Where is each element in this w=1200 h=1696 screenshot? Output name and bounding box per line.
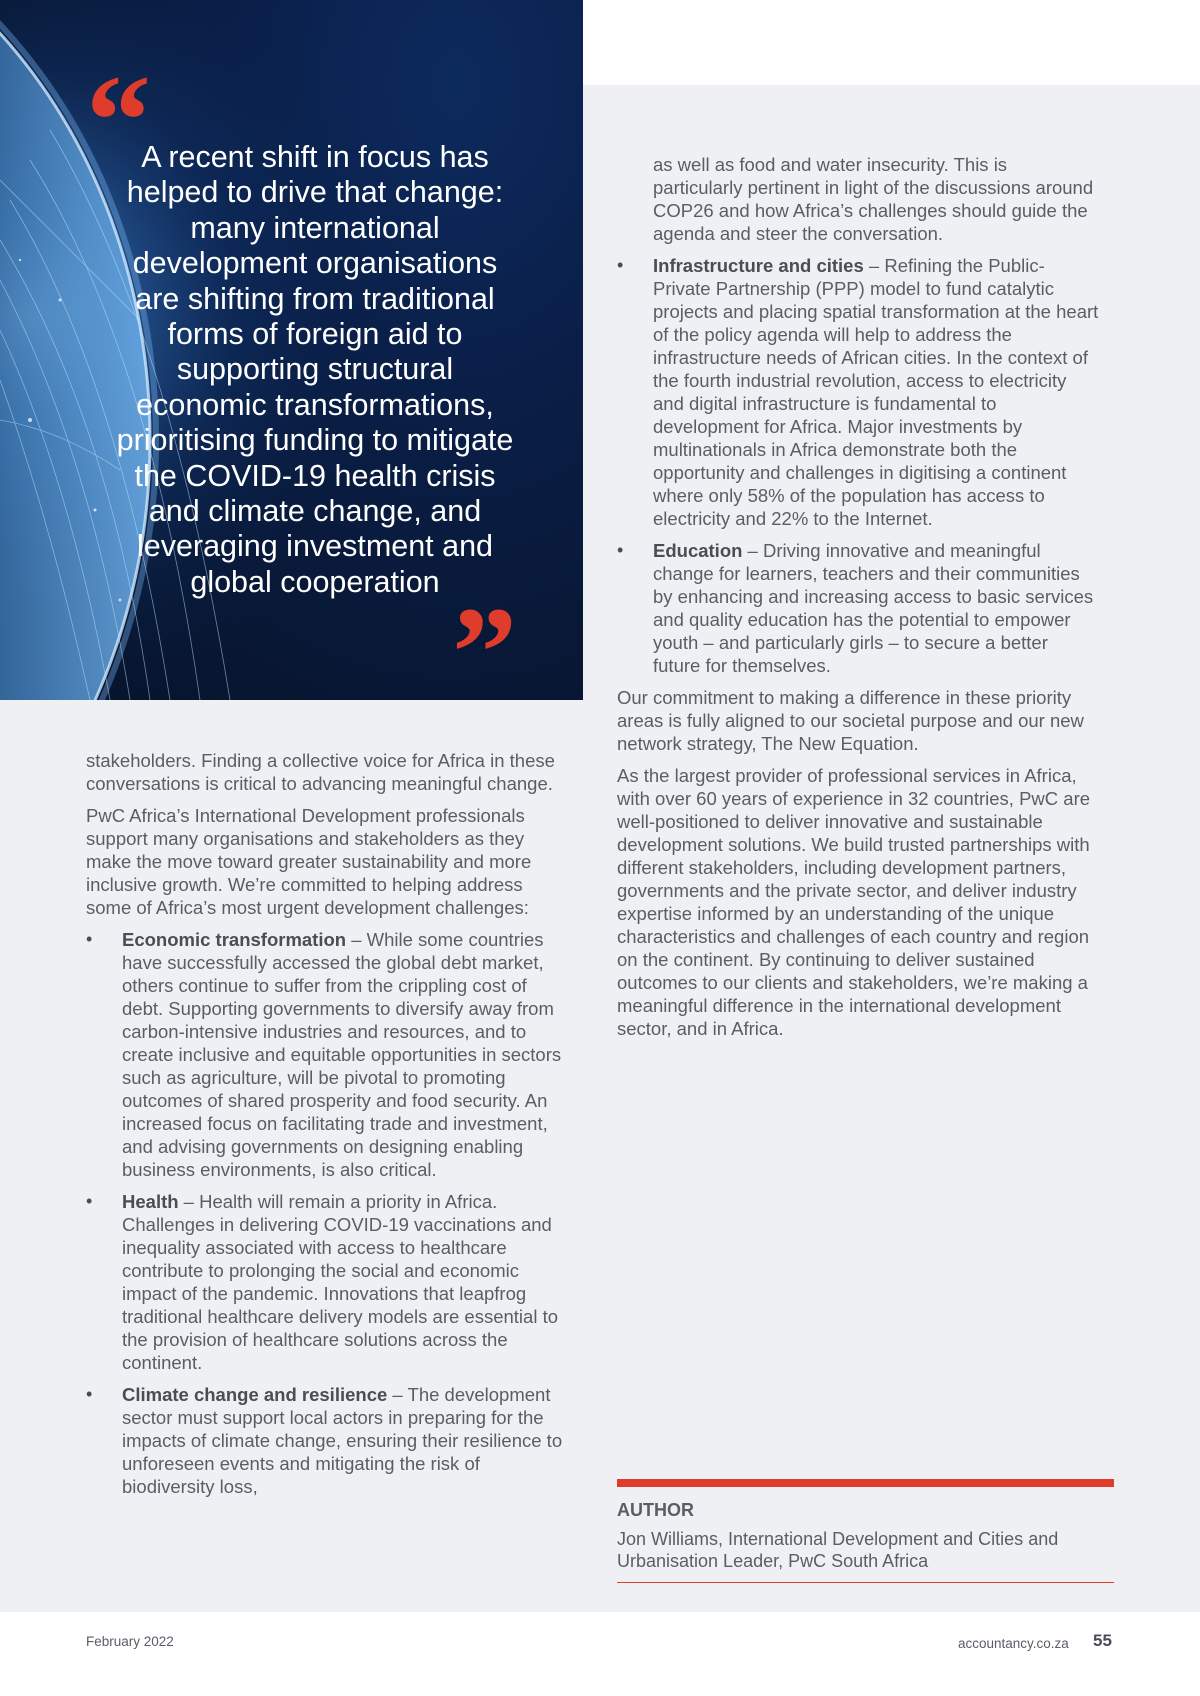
- pull-quote-text: A recent shift in focus has helped to drive that change: many international development organisations are shifting from traditional forms of foreign aid to supporting structural economic transformations, prioritising funding to mitigate the COVID-19 health crisis and climate change, and leveraging investment and global cooperation: [116, 140, 514, 599]
- list-item-continuation: as well as food and water insecurity. This is particularly pertinent in light of the discussions around COP26 and how Africa’s challenges should guide the agenda and steer the conversation.: [653, 154, 1094, 244]
- pull-quote-hero: [0, 0, 583, 700]
- close-quote-mark: ”: [452, 581, 517, 700]
- author-divider: [617, 1582, 1114, 1583]
- list-item: [617, 254, 1099, 530]
- list-item-title: Health: [122, 1191, 179, 1212]
- open-quote-mark: “: [86, 49, 151, 193]
- left-column: [86, 749, 572, 1507]
- author-accent-bar: [617, 1479, 1114, 1487]
- paragraph: PwC Africa’s International Development professionals support many organisations and stakeholders as they make the move toward greater sustainability and more inclusive growth. We’re committed to helping address some of Africa’s most urgent development challenges:: [86, 805, 532, 918]
- bullet-icon: •: [617, 255, 624, 275]
- list-item-text: – Health will remain a priority in Africa. Challenges in delivering COVID-19 vaccinations and inequality associated with access to healthcare contribute to prolonging the social and economic impact of the pandemic. Innovations that leapfrog traditional healthcare delivery models are essential to the provision of healthcare solutions across the continent.: [122, 1191, 559, 1373]
- list-item: [617, 539, 1099, 677]
- list-item: [86, 928, 572, 1181]
- bullet-list: [617, 254, 1099, 677]
- list-item-title: Climate change and resilience: [122, 1384, 388, 1405]
- bullet-list: [86, 928, 572, 1498]
- list-item: [86, 1383, 572, 1498]
- footer-site-link[interactable]: accountancy.co.za: [958, 1636, 1069, 1651]
- list-item-title: Economic transformation: [122, 929, 347, 950]
- bullet-icon: •: [617, 540, 624, 560]
- page-number: 55: [1093, 1631, 1112, 1650]
- author-name: Jon Williams, International Development and Cities and Urbanisation Leader, PwC South Africa: [617, 1529, 1059, 1571]
- list-item-text: – Driving innovative and meaningful change for learners, teachers and their communities by enhancing and increasing access to basic services and quality education has the potential to empower youth – and particularly girls – to secure a better future for themselves.: [653, 540, 1094, 676]
- list-item-title: Infrastructure and cities: [653, 255, 864, 276]
- paragraph: As the largest provider of professional services in Africa, with over 60 years of experience in 32 countries, PwC are well-positioned to deliver innovative and sustainable development solutions. We build trusted partnerships with different stakeholders, including development partners, governments and the private sector, and deliver industry expertise informed by an understanding of the unique characteristics and challenges of each country and region on the continent. By continuing to deliver sustained outcomes to our clients and stakeholders, we’re making a meaningful difference in the international development sector, and in Africa.: [617, 765, 1091, 1039]
- right-column: [617, 153, 1099, 1049]
- bullet-icon: •: [86, 1384, 93, 1404]
- footer-date: February 2022: [86, 1634, 174, 1649]
- bullet-icon: •: [86, 929, 93, 949]
- list-item-text: – Refining the Public-Private Partnership (PPP) model to fund catalytic projects and placing spatial transformation at the heart of the policy agenda will help to address the infrastructure needs of African cities. In the context of the fourth industrial revolution, access to electricity and digital infrastructure is fundamental to development for Africa. Major investments by multinationals in Africa demonstrate both the opportunity and challenges in digitising a continent where only 58% of the population has access to electricity and 22% to the Internet.: [653, 255, 1099, 529]
- list-item-text: – While some countries have successfully accessed the global debt market, others continue to suffer from the crippling cost of debt. Supporting governments to diversify away from carbon-intensive industries and resources, and to create inclusive and equitable opportunities in sectors such as agriculture, will be pivotal to promoting outcomes of shared prosperity and food security. An increased focus on facilitating trade and investment, and advising governments on designing enabling business environments, is also critical.: [122, 929, 562, 1180]
- list-item-title: Education: [653, 540, 743, 561]
- list-item: [86, 1190, 572, 1374]
- bullet-icon: •: [86, 1191, 93, 1211]
- paragraph: Our commitment to making a difference in these priority areas is fully aligned to our societal purpose and our new network strategy, The New Equation.: [617, 687, 1084, 754]
- author-heading: AUTHOR: [617, 1500, 694, 1520]
- list-item-text: – The development sector must support local actors in preparing for the impacts of climate change, ensuring their resilience to unforeseen events and mitigating the risk of biodiversity loss,: [122, 1384, 563, 1497]
- paragraph: stakeholders. Finding a collective voice for Africa in these conversations is critical to advancing meaningful change.: [86, 750, 555, 794]
